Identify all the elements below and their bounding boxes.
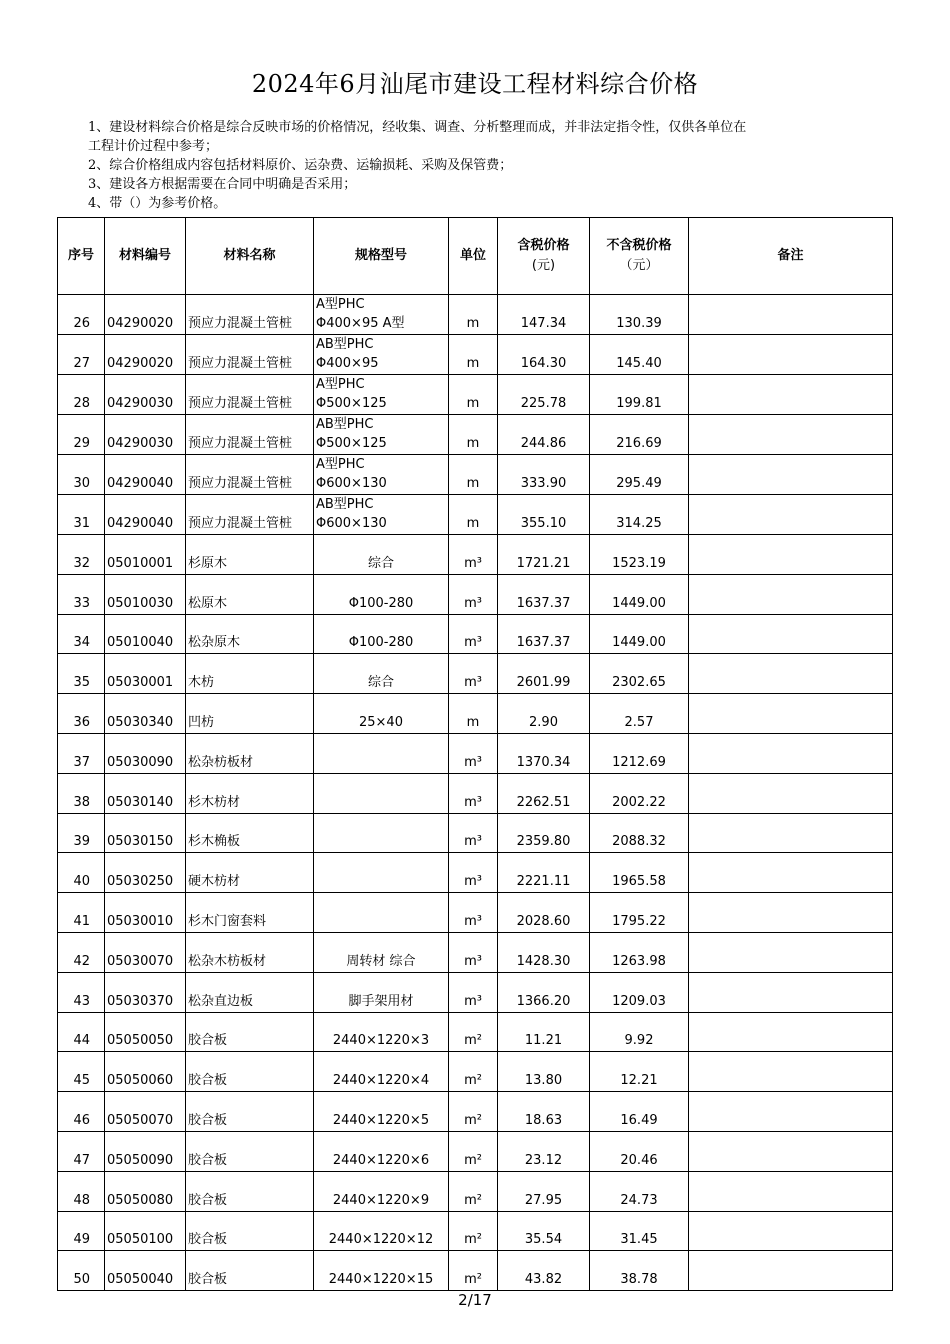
- row-unit: m³: [449, 972, 498, 1012]
- table-header-row: [58, 218, 893, 295]
- row-remark: [689, 1092, 893, 1132]
- row-spec: [314, 733, 449, 773]
- row-spec-line1: 2440×1220×5: [332, 1112, 430, 1128]
- row-name: 松原木: [186, 574, 314, 614]
- row-no: 28: [58, 375, 105, 415]
- row-name: 胶合板: [186, 1052, 314, 1092]
- row-spec-line1: 周转材 综合: [346, 953, 416, 969]
- row-spec: [314, 1131, 449, 1171]
- header-no: 序号: [58, 218, 105, 295]
- row-spec: [314, 295, 449, 335]
- header-tax-line1: 含税价格: [517, 238, 570, 253]
- row-name: 松杂直边板: [186, 972, 314, 1012]
- table-row: [58, 972, 893, 1012]
- table-row: [58, 495, 893, 535]
- row-code: 05050060: [105, 1052, 186, 1092]
- row-no: 48: [58, 1171, 105, 1211]
- row-name: 胶合板: [186, 1131, 314, 1171]
- row-notax-price: 216.69: [590, 415, 689, 455]
- row-spec-line1: 脚手架用材: [348, 993, 414, 1009]
- row-code: 05050070: [105, 1092, 186, 1132]
- row-spec: [314, 455, 449, 495]
- row-spec: [314, 614, 449, 654]
- row-spec-line1: AB型PHC: [316, 497, 374, 512]
- row-tax-price: 35.54: [498, 1211, 590, 1251]
- row-unit: m: [449, 335, 498, 375]
- row-name: 预应力混凝土管桩: [186, 495, 314, 535]
- row-notax-price: 130.39: [590, 295, 689, 335]
- row-code: 05010040: [105, 614, 186, 654]
- row-code: 05030150: [105, 813, 186, 853]
- row-remark: [689, 972, 893, 1012]
- note-line: 2、综合价格组成内容包括材料原价、运杂费、运输损耗、采购及保管费；: [88, 158, 513, 173]
- row-name: 杉木桷板: [186, 813, 314, 853]
- row-code: 05010030: [105, 574, 186, 614]
- row-no: 45: [58, 1052, 105, 1092]
- header-notax-line2: （元）: [619, 258, 659, 273]
- table-row: [58, 813, 893, 853]
- row-unit: m³: [449, 773, 498, 813]
- row-name: 胶合板: [186, 1012, 314, 1052]
- row-no: 35: [58, 654, 105, 694]
- table-row: [58, 1251, 893, 1291]
- row-tax-price: 1721.21: [498, 535, 590, 575]
- row-spec: [314, 853, 449, 893]
- row-spec: [314, 932, 449, 972]
- row-notax-price: 2002.22: [590, 773, 689, 813]
- table-row: [58, 335, 893, 375]
- table-row: [58, 295, 893, 335]
- row-remark: [689, 694, 893, 734]
- table-row: [58, 535, 893, 575]
- row-spec-line1: 2440×1220×3: [332, 1033, 430, 1049]
- row-spec-line1: AB型PHC: [316, 337, 374, 352]
- table-row: [58, 574, 893, 614]
- row-name: 预应力混凝土管桩: [186, 295, 314, 335]
- table-row: [58, 1171, 893, 1211]
- row-tax-price: 1370.34: [498, 733, 590, 773]
- row-remark: [689, 932, 893, 972]
- row-spec: [314, 1052, 449, 1092]
- row-remark: [689, 893, 893, 933]
- row-unit: m²: [449, 1052, 498, 1092]
- row-code: 05030070: [105, 932, 186, 972]
- row-no: 44: [58, 1012, 105, 1052]
- row-remark: [689, 495, 893, 535]
- header-spec: 规格型号: [314, 218, 449, 295]
- row-spec-line1: Φ100-280: [348, 635, 414, 651]
- row-name: 松杂枋板材: [186, 733, 314, 773]
- row-spec-line1: Φ100-280: [348, 595, 414, 611]
- header-code: 材料编号: [105, 218, 186, 295]
- row-spec: [314, 694, 449, 734]
- row-spec: [314, 654, 449, 694]
- row-no: 39: [58, 813, 105, 853]
- row-code: 05030090: [105, 733, 186, 773]
- row-spec-line2: Φ400×95: [316, 356, 379, 371]
- table-body: [58, 295, 893, 1291]
- row-unit: m²: [449, 1131, 498, 1171]
- row-spec: [314, 893, 449, 933]
- row-spec-line2: Φ500×125: [316, 396, 387, 411]
- row-code: 04290020: [105, 295, 186, 335]
- table-row: [58, 654, 893, 694]
- note-line: 工程计价过程中参考；: [88, 139, 219, 154]
- row-remark: [689, 335, 893, 375]
- row-no: 30: [58, 455, 105, 495]
- row-unit: m²: [449, 1211, 498, 1251]
- header-name: 材料名称: [186, 218, 314, 295]
- table-row: [58, 694, 893, 734]
- row-remark: [689, 1211, 893, 1251]
- row-tax-price: 2359.80: [498, 813, 590, 853]
- row-notax-price: 1209.03: [590, 972, 689, 1012]
- row-no: 32: [58, 535, 105, 575]
- row-notax-price: 314.25: [590, 495, 689, 535]
- row-unit: m²: [449, 1092, 498, 1132]
- row-name: 硬木枋材: [186, 853, 314, 893]
- row-unit: m: [449, 455, 498, 495]
- header-tax-line2: (元): [531, 258, 556, 273]
- row-code: 05050080: [105, 1171, 186, 1211]
- row-no: 31: [58, 495, 105, 535]
- row-no: 47: [58, 1131, 105, 1171]
- row-notax-price: 1212.69: [590, 733, 689, 773]
- row-no: 27: [58, 335, 105, 375]
- row-spec: [314, 1092, 449, 1132]
- header-remark: 备注: [689, 218, 893, 295]
- row-remark: [689, 1131, 893, 1171]
- table-row: [58, 893, 893, 933]
- row-notax-price: 1965.58: [590, 853, 689, 893]
- row-unit: m: [449, 375, 498, 415]
- row-spec: [314, 375, 449, 415]
- row-tax-price: 11.21: [498, 1012, 590, 1052]
- row-spec-line1: 综合: [367, 675, 394, 691]
- row-remark: [689, 1171, 893, 1211]
- row-remark: [689, 614, 893, 654]
- row-tax-price: 27.95: [498, 1171, 590, 1211]
- row-remark: [689, 853, 893, 893]
- table-row: [58, 455, 893, 495]
- row-remark: [689, 1251, 893, 1291]
- row-tax-price: 147.34: [498, 295, 590, 335]
- row-notax-price: 199.81: [590, 375, 689, 415]
- row-spec-line2: Φ600×130: [316, 516, 387, 531]
- row-notax-price: 2302.65: [590, 654, 689, 694]
- row-spec-line1: 25×40: [359, 714, 403, 730]
- row-spec: [314, 335, 449, 375]
- row-remark: [689, 654, 893, 694]
- row-remark: [689, 535, 893, 575]
- row-tax-price: 43.82: [498, 1251, 590, 1291]
- row-notax-price: 24.73: [590, 1171, 689, 1211]
- row-unit: m²: [449, 1012, 498, 1052]
- row-spec-line2: Φ600×130: [316, 476, 387, 491]
- row-spec: [314, 972, 449, 1012]
- row-spec-line1: A型PHC: [316, 457, 365, 472]
- row-no: 33: [58, 574, 105, 614]
- row-remark: [689, 455, 893, 495]
- row-code: 05010001: [105, 535, 186, 575]
- row-no: 46: [58, 1092, 105, 1132]
- row-no: 49: [58, 1211, 105, 1251]
- row-no: 37: [58, 733, 105, 773]
- row-notax-price: 1263.98: [590, 932, 689, 972]
- header-tax-price: [498, 218, 590, 295]
- row-notax-price: 38.78: [590, 1251, 689, 1291]
- row-notax-price: 1523.19: [590, 535, 689, 575]
- row-remark: [689, 1052, 893, 1092]
- row-no: 26: [58, 295, 105, 335]
- row-remark: [689, 375, 893, 415]
- row-name: 预应力混凝土管桩: [186, 335, 314, 375]
- table-row: [58, 1211, 893, 1251]
- row-notax-price: 12.21: [590, 1052, 689, 1092]
- row-remark: [689, 1012, 893, 1052]
- row-unit: m²: [449, 1171, 498, 1211]
- table-row: [58, 932, 893, 972]
- row-no: 34: [58, 614, 105, 654]
- row-code: 04290020: [105, 335, 186, 375]
- table-row: [58, 1131, 893, 1171]
- row-code: 05030010: [105, 893, 186, 933]
- row-spec-line1: 2440×1220×9: [332, 1192, 430, 1208]
- row-notax-price: 1449.00: [590, 614, 689, 654]
- row-name: 胶合板: [186, 1171, 314, 1211]
- row-tax-price: 18.63: [498, 1092, 590, 1132]
- table-row: [58, 375, 893, 415]
- row-tax-price: 1428.30: [498, 932, 590, 972]
- row-name: 胶合板: [186, 1211, 314, 1251]
- row-code: 04290030: [105, 415, 186, 455]
- table-row: [58, 614, 893, 654]
- row-spec: [314, 1251, 449, 1291]
- row-spec: [314, 813, 449, 853]
- row-notax-price: 9.92: [590, 1012, 689, 1052]
- price-table: [57, 217, 893, 1291]
- row-spec: [314, 1171, 449, 1211]
- row-notax-price: 20.46: [590, 1131, 689, 1171]
- row-remark: [689, 574, 893, 614]
- row-code: 05030250: [105, 853, 186, 893]
- row-name: 胶合板: [186, 1251, 314, 1291]
- page-number: 2/17: [458, 1291, 492, 1309]
- row-notax-price: 145.40: [590, 335, 689, 375]
- header-notax-price: [590, 218, 689, 295]
- row-code: 04290030: [105, 375, 186, 415]
- row-spec-line1: AB型PHC: [316, 417, 374, 432]
- row-unit: m³: [449, 813, 498, 853]
- row-unit: m³: [449, 853, 498, 893]
- row-tax-price: 164.30: [498, 335, 590, 375]
- table-row: [58, 1092, 893, 1132]
- row-unit: m³: [449, 733, 498, 773]
- row-remark: [689, 813, 893, 853]
- row-tax-price: 1637.37: [498, 574, 590, 614]
- row-no: 43: [58, 972, 105, 1012]
- row-spec-line2: Φ400×95 A型: [316, 316, 405, 331]
- row-unit: m³: [449, 932, 498, 972]
- row-notax-price: 2.57: [590, 694, 689, 734]
- row-unit: m: [449, 415, 498, 455]
- row-code: 05030370: [105, 972, 186, 1012]
- row-code: 05050090: [105, 1131, 186, 1171]
- row-tax-price: 2.90: [498, 694, 590, 734]
- row-unit: m³: [449, 893, 498, 933]
- row-unit: m³: [449, 614, 498, 654]
- row-spec-line1: 2440×1220×15: [328, 1272, 434, 1288]
- row-name: 胶合板: [186, 1092, 314, 1132]
- row-name: 松杂原木: [186, 614, 314, 654]
- row-code: 05030140: [105, 773, 186, 813]
- row-unit: m³: [449, 654, 498, 694]
- row-spec-line1: A型PHC: [316, 377, 365, 392]
- row-no: 50: [58, 1251, 105, 1291]
- row-remark: [689, 415, 893, 455]
- row-notax-price: 295.49: [590, 455, 689, 495]
- row-unit: m: [449, 694, 498, 734]
- table-row: [58, 773, 893, 813]
- row-name: 预应力混凝土管桩: [186, 455, 314, 495]
- table-row: [58, 1012, 893, 1052]
- row-tax-price: 355.10: [498, 495, 590, 535]
- row-name: 松杂木枋板材: [186, 932, 314, 972]
- row-spec: [314, 535, 449, 575]
- row-spec: [314, 1012, 449, 1052]
- row-tax-price: 13.80: [498, 1052, 590, 1092]
- row-spec: [314, 1211, 449, 1251]
- row-name: 木枋: [186, 654, 314, 694]
- table-row: [58, 733, 893, 773]
- table-row: [58, 1052, 893, 1092]
- row-unit: m³: [449, 574, 498, 614]
- row-spec-line1: 2440×1220×6: [332, 1152, 430, 1168]
- row-name: 杉原木: [186, 535, 314, 575]
- note-line: 4、带（）为参考价格。: [88, 196, 227, 211]
- row-no: 42: [58, 932, 105, 972]
- row-tax-price: 333.90: [498, 455, 590, 495]
- row-code: 05050050: [105, 1012, 186, 1052]
- note-line: 3、建设各方根据需要在合同中明确是否采用；: [88, 177, 357, 192]
- row-no: 36: [58, 694, 105, 734]
- row-remark: [689, 773, 893, 813]
- row-tax-price: 2028.60: [498, 893, 590, 933]
- row-spec: [314, 574, 449, 614]
- row-name: 凹枋: [186, 694, 314, 734]
- row-tax-price: 244.86: [498, 415, 590, 455]
- note-line: 1、建设材料综合价格是综合反映市场的价格情况，经收集、调查、分析整理而成，并非法定指令性，仅供各单位在: [88, 120, 747, 135]
- row-unit: m: [449, 495, 498, 535]
- row-code: 05030001: [105, 654, 186, 694]
- row-unit: m³: [449, 535, 498, 575]
- header-unit: 单位: [449, 218, 498, 295]
- header-notax-line1: 不含税价格: [606, 238, 672, 253]
- row-spec: [314, 415, 449, 455]
- row-spec-line1: 综合: [367, 555, 394, 571]
- row-notax-price: 2088.32: [590, 813, 689, 853]
- row-notax-price: 31.45: [590, 1211, 689, 1251]
- notes: [88, 118, 888, 213]
- table-row: [58, 853, 893, 893]
- row-no: 38: [58, 773, 105, 813]
- row-tax-price: 225.78: [498, 375, 590, 415]
- row-tax-price: 1637.37: [498, 614, 590, 654]
- row-no: 41: [58, 893, 105, 933]
- row-code: 05050100: [105, 1211, 186, 1251]
- row-tax-price: 1366.20: [498, 972, 590, 1012]
- row-remark: [689, 295, 893, 335]
- row-name: 杉木枋材: [186, 773, 314, 813]
- row-tax-price: 2262.51: [498, 773, 590, 813]
- page-title: 2024年6月汕尾市建设工程材料综合价格: [251, 70, 699, 98]
- row-unit: m: [449, 295, 498, 335]
- row-code: 04290040: [105, 495, 186, 535]
- row-remark: [689, 733, 893, 773]
- row-spec-line2: Φ500×125: [316, 436, 387, 451]
- row-spec: [314, 773, 449, 813]
- row-tax-price: 2601.99: [498, 654, 590, 694]
- row-code: 04290040: [105, 455, 186, 495]
- row-notax-price: 16.49: [590, 1092, 689, 1132]
- row-spec: [314, 495, 449, 535]
- row-name: 预应力混凝土管桩: [186, 415, 314, 455]
- row-spec-line1: 2440×1220×4: [332, 1073, 430, 1089]
- row-code: 05050040: [105, 1251, 186, 1291]
- row-spec-line1: 2440×1220×12: [328, 1232, 434, 1248]
- row-notax-price: 1795.22: [590, 893, 689, 933]
- row-no: 40: [58, 853, 105, 893]
- row-unit: m²: [449, 1251, 498, 1291]
- row-notax-price: 1449.00: [590, 574, 689, 614]
- row-name: 预应力混凝土管桩: [186, 375, 314, 415]
- row-name: 杉木门窗套料: [186, 893, 314, 933]
- row-spec-line1: A型PHC: [316, 297, 365, 312]
- table-row: [58, 415, 893, 455]
- row-tax-price: 2221.11: [498, 853, 590, 893]
- row-code: 05030340: [105, 694, 186, 734]
- row-tax-price: 23.12: [498, 1131, 590, 1171]
- row-no: 29: [58, 415, 105, 455]
